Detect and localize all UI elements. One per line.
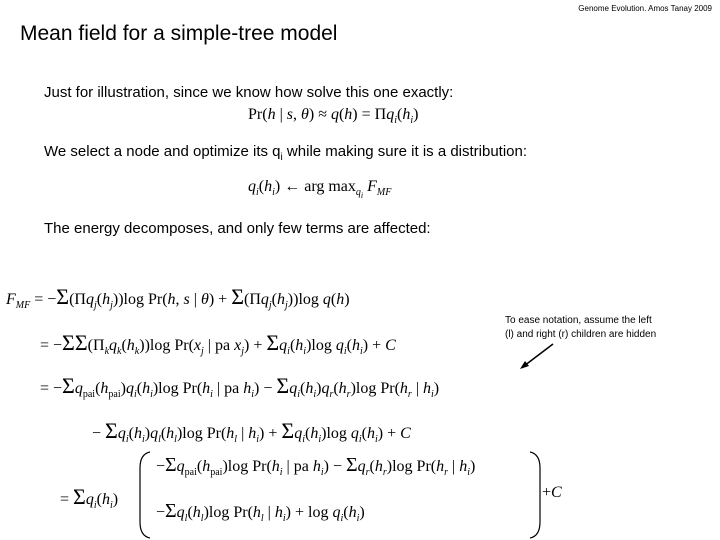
fmf-row-5-lead: = $\Sigma q_i(h_i)$ — [60, 484, 119, 512]
fmf-row-5-term-2: $-\Sigma q_l(h_l)\log$ $Pr(h_l$ | $h_i) + \log q_i(h_i)$ — [156, 500, 365, 525]
note-arrow-head — [520, 361, 529, 369]
fmf-row-4: − $\Sigma q_i(h_i)q_l(h_l)\log$ $Pr(h_l$ | $h_i) + \Sigma q_i(h_i)\log$ $q_i(h_i) + C$ — [92, 418, 411, 446]
equation-update: $q_i(h_i)$ ← arg $\max_{q_i} F_{MF}$ — [248, 178, 392, 201]
fmf-row-5-term-1: $-\Sigma q_{pai}(h_{pai})\log$ $Pr(h_i$ | pa $h_i) - \Sigma q_r(h_r)\log$ $Pr(h_r$ | $h_i$) — [156, 454, 476, 479]
intro-text: Just for illustration, since we know how solve this one exactly: — [44, 84, 454, 101]
right-bracket — [530, 452, 540, 538]
select-text-sub: i — [280, 152, 283, 163]
slide-header: Genome Evolution. Amos Tanay 2009 — [578, 4, 712, 13]
fmf-row-5-constant: +C — [542, 484, 562, 501]
fmf-row-2: = $-\Sigma\Sigma(\Pi_kq_k(h_k))\log$ $Pr(x_j$ | pa $x_j) + \Sigma q_i(h_i)\log$ $q_i(h_i) + C$ — [40, 330, 396, 358]
fmf-row-3: = $-\Sigma q_{pai}(h_{pai})q_i(h_i)\log$ $Pr(h_i$ | pa $h_i) - \Sigma q_i(h_i)q_r(h_r)\log$ $Pr(h_r$ | $h_i$) — [40, 373, 440, 401]
energy-text: The energy decomposes, and only few terms are affected: — [44, 220, 431, 237]
select-text-prefix: We select a node and optimize its q — [44, 143, 281, 160]
left-bracket — [140, 452, 150, 538]
select-text-suffix: while making sure it is a distribution: — [282, 143, 528, 160]
note-arrow — [524, 344, 553, 366]
notation-note-line-1: To ease notation, assume the left — [505, 315, 652, 326]
equation-approximation: Pr(h | s, $\theta) \approx q(h) = \Pi q_i(h_i)$ — [248, 106, 419, 127]
notation-note-line-2: (l) and right (r) children are hidden — [505, 329, 657, 340]
fmf-row-1: $F_{MF} = -\Sigma(\Pi q_j(h_j))\log$ Pr(h, s | $\theta) + \Sigma(\Pi q_j(h_j))\log$ q(h) — [6, 284, 350, 312]
slide-title: Mean field for a simple-tree model — [20, 22, 338, 45]
